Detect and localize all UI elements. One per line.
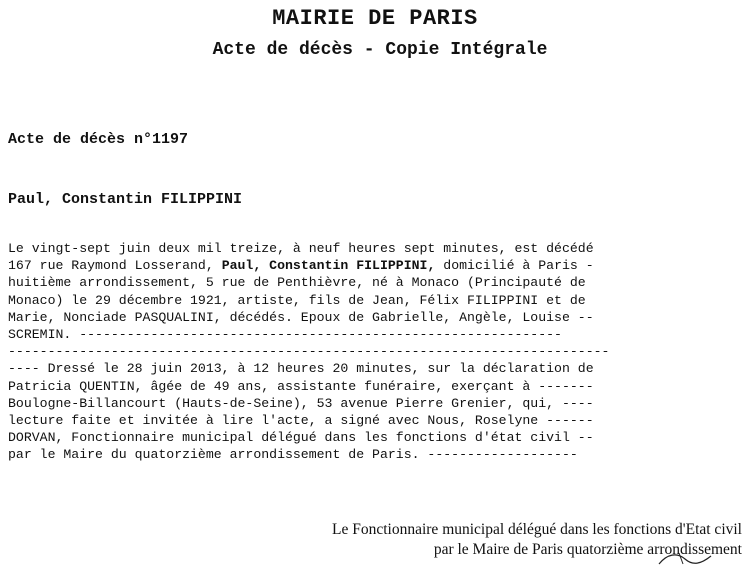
body-line: Monaco) le 29 décembre 1921, artiste, fils de Jean, Félix FILIPPINI et de xyxy=(8,292,586,308)
document-title: MAIRIE DE PARIS xyxy=(272,6,478,31)
body-line: Boulogne-Billancourt (Hauts-de-Seine), 53 avenue Pierre Grenier, qui, ---- xyxy=(8,395,594,411)
signature-line-2: par le Maire de Paris quatorzième arrondissement xyxy=(433,541,742,558)
body-line: DORVAN, Fonctionnaire municipal délégué dans les fonctions d'état civil -- xyxy=(8,430,594,446)
document-subtitle: Acte de décès - Copie Intégrale xyxy=(212,40,548,60)
act-body xyxy=(8,240,668,463)
body-line: huitième arrondissement, 5 rue de Penthièvre, né à Monaco (Principauté de xyxy=(8,275,586,291)
body-line: lecture faite et invitée à lire l'acte, a signé avec Nous, Roselyne ------ xyxy=(8,412,594,428)
signature-line-1: Le Fonctionnaire municipal délégué dans les fonctions d'Etat civil xyxy=(332,521,742,538)
deceased-name-inline: Paul, Constantin FILIPPINI, xyxy=(221,258,436,274)
body-line: Marie, Nonciade PASQUALINI, décédés. Epoux de Gabrielle, Angèle, Louise -- xyxy=(8,309,594,325)
body-line: ---------------------------------------------------------------------------- xyxy=(8,344,610,360)
body-line: ---- Dressé le 28 juin 2013, à 12 heures 20 minutes, sur la déclaration de xyxy=(8,361,594,377)
body-line: par le Maire du quatorzième arrondissement de Paris. ------------------- xyxy=(8,447,578,463)
body-line: 167 rue Raymond Losserand, Paul, Constantin FILIPPINI, domicilié à Paris - xyxy=(8,258,594,274)
act-number: Acte de décès n°1197 xyxy=(8,131,189,148)
handwritten-signature-mark xyxy=(655,550,715,565)
body-line: Le vingt-sept juin deux mil treize, à neuf heures sept minutes, est décédé xyxy=(8,241,594,256)
body-line: SCREMIN. ------------------------------------------------------------- xyxy=(8,326,562,342)
body-line: Patricia QUENTIN, âgée de 49 ans, assistante funéraire, exerçant à ------- xyxy=(8,378,594,394)
deceased-name: Paul, Constantin FILIPPINI xyxy=(8,191,243,208)
